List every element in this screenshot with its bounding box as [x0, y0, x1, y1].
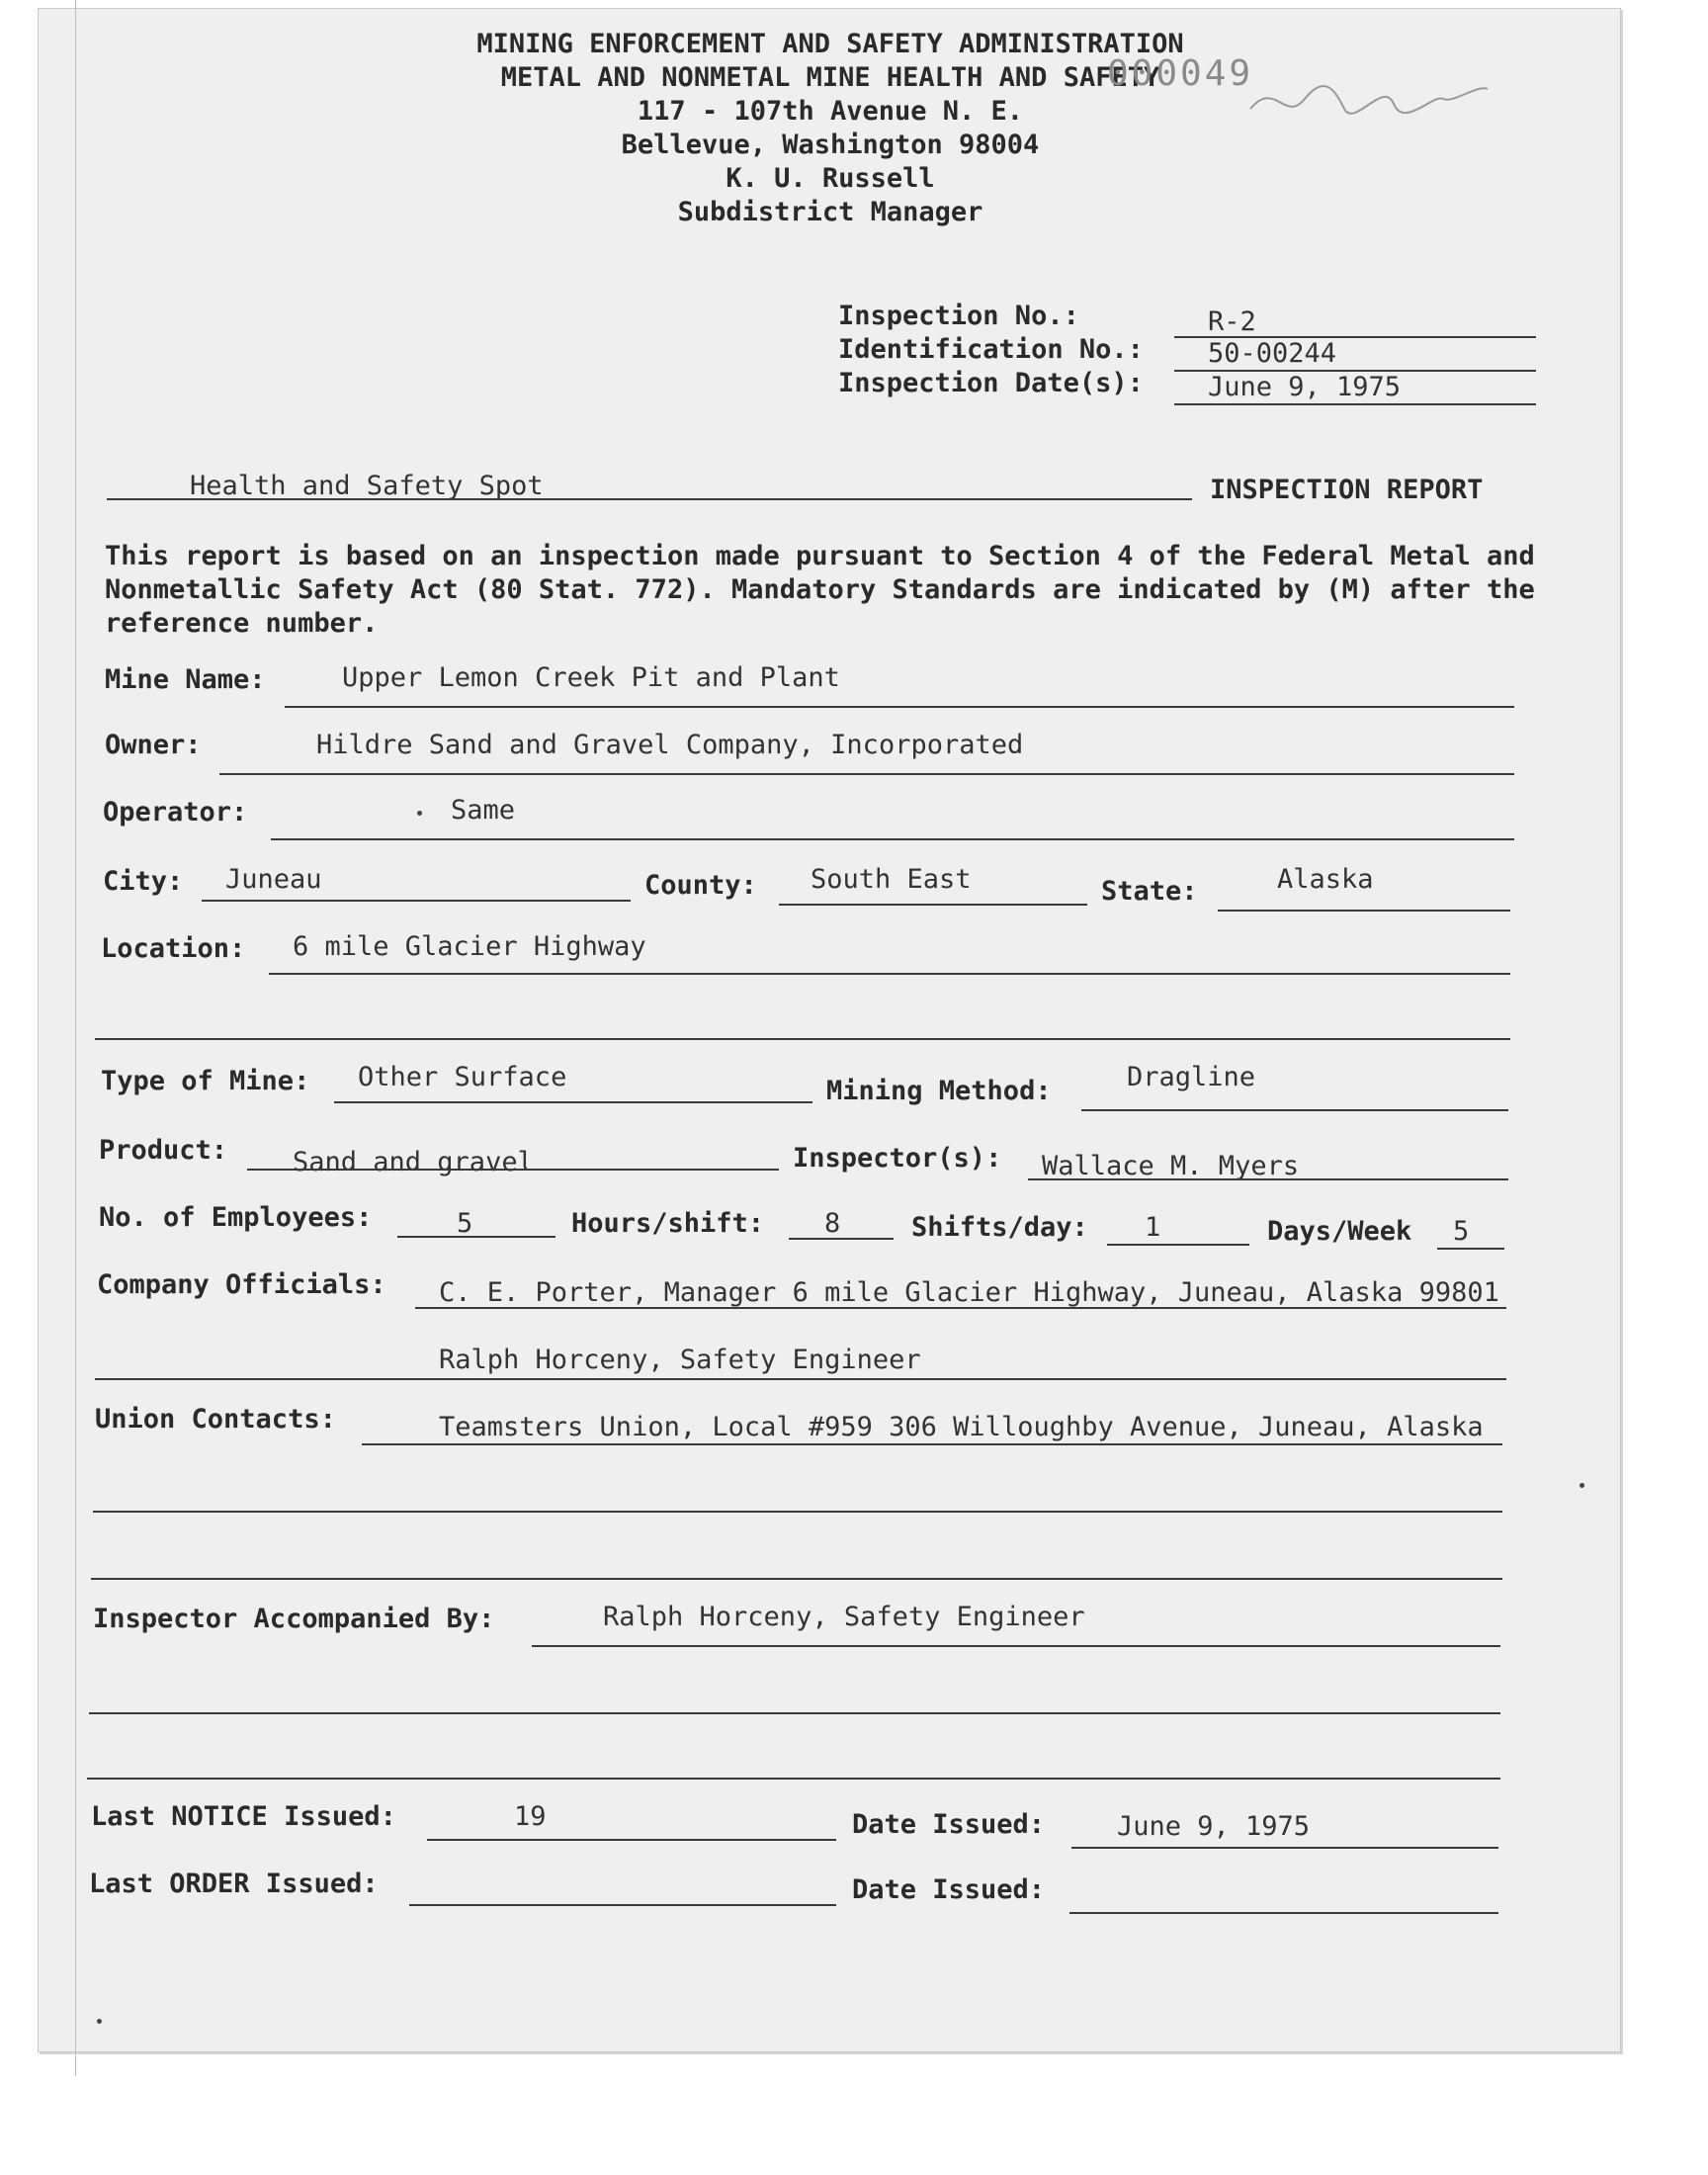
mine-name-value: Upper Lemon Creek Pit and Plant [342, 662, 840, 693]
order-date-label: Date Issued: [852, 1874, 1046, 1905]
mining-method-line [1081, 1109, 1508, 1111]
location-label: Location: [101, 933, 246, 964]
page-edge [75, 0, 76, 2076]
operator-mark [417, 811, 422, 816]
inspectors-line [1028, 1178, 1508, 1180]
report-title: INSPECTION REPORT [1210, 475, 1484, 505]
accompanied-by-value: Ralph Horceny, Safety Engineer [603, 1602, 1085, 1632]
mining-method-label: Mining Method: [826, 1076, 1052, 1106]
notice-date-label: Date Issued: [852, 1809, 1046, 1840]
inspection-no-value: R-2 [1208, 306, 1256, 337]
employees-value: 5 [457, 1208, 473, 1239]
company-officials-line-2 [95, 1378, 1506, 1380]
shifts-day-label: Shifts/day: [911, 1212, 1088, 1243]
last-notice-value: 19 [514, 1801, 547, 1832]
last-notice-line [427, 1839, 836, 1841]
address-line-2: Bellevue, Washington 98004 [621, 130, 1040, 160]
last-notice-label: Last NOTICE Issued: [91, 1801, 396, 1832]
product-label: Product: [99, 1135, 228, 1166]
intro-paragraph: This report is based on an inspection made pursuant to Section 4 of the Federal Metal and Nonmetallic Safety Act (80 Stat. 772). Mandatory Standards are indicated by (M) after the reference number. [105, 541, 1535, 639]
inspection-no-label: Inspection No.: [838, 301, 1079, 331]
owner-line [219, 773, 1514, 775]
operator-value: Same [451, 795, 516, 826]
city-line [202, 900, 631, 902]
hours-shift-label: Hours/shift: [571, 1208, 765, 1239]
mine-name-label: Mine Name: [105, 664, 266, 695]
report-type-value: Health and Safety Spot [190, 471, 544, 501]
inspection-date-label: Inspection Date(s): [838, 368, 1144, 398]
days-week-label: Days/Week [1267, 1216, 1412, 1247]
notice-date-value: June 9, 1975 [1117, 1811, 1311, 1842]
shifts-day-line [1107, 1244, 1249, 1246]
company-officials-line-1 [415, 1307, 1506, 1309]
owner-value: Hildre Sand and Gravel Company, Incorporated [316, 730, 1024, 760]
margin-speck [1580, 1483, 1584, 1488]
document-stamp-number: 000049 [1107, 53, 1254, 94]
last-order-line [409, 1904, 836, 1906]
mining-method-value: Dragline [1127, 1062, 1256, 1092]
company-officials-label: Company Officials: [97, 1269, 386, 1300]
employees-line [397, 1236, 555, 1238]
product-value: Sand and gravel [293, 1147, 534, 1177]
accompanied-by-line-1 [532, 1645, 1500, 1647]
company-official-1: C. E. Porter, Manager 6 mile Glacier Highway, Juneau, Alaska 99801 [439, 1277, 1499, 1308]
location-line-2 [95, 1038, 1510, 1040]
mine-type-line [334, 1101, 812, 1103]
hours-shift-line [789, 1238, 894, 1240]
mine-name-line [285, 706, 1514, 708]
report-type-line [107, 498, 1192, 500]
inspectors-label: Inspector(s): [793, 1143, 1002, 1174]
inspection-date-value: June 9, 1975 [1208, 372, 1402, 402]
union-contacts-value: Teamsters Union, Local #959 306 Willoughby Avenue, Juneau, Alaska [439, 1412, 1484, 1442]
accompanied-by-label: Inspector Accompanied By: [93, 1604, 495, 1634]
union-contacts-line-2 [93, 1511, 1502, 1513]
city-label: City: [103, 866, 184, 897]
owner-label: Owner: [105, 730, 202, 760]
order-date-line [1069, 1912, 1498, 1914]
manager-name: K. U. Russell [726, 163, 935, 194]
union-contacts-label: Union Contacts: [95, 1404, 336, 1435]
accompanied-by-line-2 [89, 1712, 1500, 1714]
handwritten-initials [1245, 69, 1493, 129]
shifts-day-value: 1 [1145, 1212, 1161, 1243]
inspectors-value: Wallace M. Myers [1042, 1151, 1300, 1181]
document-page [38, 8, 1621, 2052]
product-line [247, 1169, 779, 1171]
county-value: South East [811, 864, 972, 895]
company-official-2: Ralph Horceny, Safety Engineer [439, 1345, 921, 1375]
hours-shift-value: 8 [824, 1208, 841, 1239]
identification-no-label: Identification No.: [838, 334, 1144, 365]
union-contacts-line-3 [91, 1578, 1502, 1580]
division-name: METAL AND NONMETAL MINE HEALTH AND SAFETY [500, 62, 1160, 93]
mine-type-value: Other Surface [358, 1062, 567, 1092]
inspection-date-line [1174, 403, 1536, 405]
city-value: Juneau [225, 864, 322, 895]
accompanied-by-line-3 [87, 1778, 1500, 1780]
manager-title: Subdistrict Manager [677, 197, 983, 227]
state-line [1218, 910, 1510, 912]
county-line [779, 904, 1087, 906]
identification-no-value: 50-00244 [1208, 338, 1337, 369]
employees-label: No. of Employees: [99, 1202, 373, 1233]
margin-speck-2 [97, 2019, 102, 2024]
last-order-label: Last ORDER Issued: [89, 1869, 379, 1899]
days-week-value: 5 [1453, 1216, 1470, 1247]
mine-type-label: Type of Mine: [101, 1066, 310, 1096]
location-value: 6 mile Glacier Highway [293, 931, 646, 962]
state-label: State: [1101, 876, 1198, 907]
union-contacts-line-1 [362, 1443, 1502, 1445]
days-week-line [1437, 1248, 1504, 1250]
notice-date-line [1071, 1847, 1498, 1849]
agency-name: MINING ENFORCEMENT AND SAFETY ADMINISTRATION [476, 29, 1184, 59]
state-value: Alaska [1277, 864, 1374, 895]
operator-line [271, 838, 1514, 840]
operator-label: Operator: [103, 797, 248, 827]
address-line-1: 117 - 107th Avenue N. E. [637, 96, 1024, 127]
location-line [269, 973, 1510, 975]
county-label: County: [644, 870, 757, 901]
